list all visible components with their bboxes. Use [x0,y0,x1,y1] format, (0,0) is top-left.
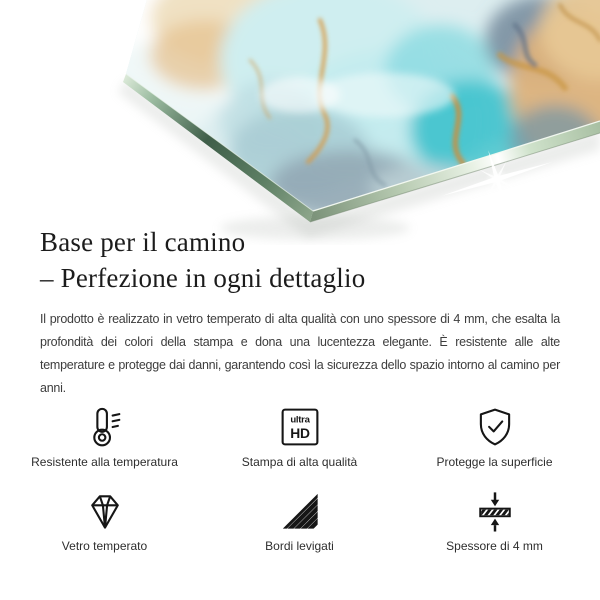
ultra-hd-text-bottom: HD [289,424,310,441]
glass-panel-image [0,0,600,245]
thickness-arrows-icon [474,490,516,532]
feature-tempered-glass [7,490,202,553]
feature-label: Vetro temperato [61,539,148,553]
feature-label: Protegge la superficie [436,455,553,469]
product-hero-image [0,0,600,245]
title-line-1: Base per il camino [40,227,246,257]
thermometer-icon [84,406,126,448]
features-grid [7,406,593,553]
product-description: Il prodotto è realizzato in vetro temperato di alta qualità con uno spessore di 4 mm, che esalta la profondità dei colori della stampa e dona una lucentezza elegante. È resistente alle alte temperature e protegge dai danni, garantendo così la sicurezza dello spazio intorno al camino per anni. [40,312,560,395]
feature-surface-protection [397,406,592,469]
ultra-hd-icon [279,406,321,448]
polished-edges-icon [279,490,321,532]
ultra-hd-text-top: ultra [289,414,310,426]
feature-temperature [7,406,202,469]
page-title [40,224,365,296]
diamond-icon [84,490,126,532]
feature-label: Bordi levigati [265,539,334,553]
feature-polished-edges [202,490,397,553]
title-line-2: – Perfezione in ogni dettaglio [40,263,366,293]
feature-label: Stampa di alta qualità [241,455,358,469]
feature-label: Spessore di 4 mm [446,539,543,553]
shield-check-icon [474,406,516,448]
feature-label: Resistente alla temperatura [31,455,178,469]
feature-thickness [397,490,592,553]
feature-print-quality [202,406,397,469]
